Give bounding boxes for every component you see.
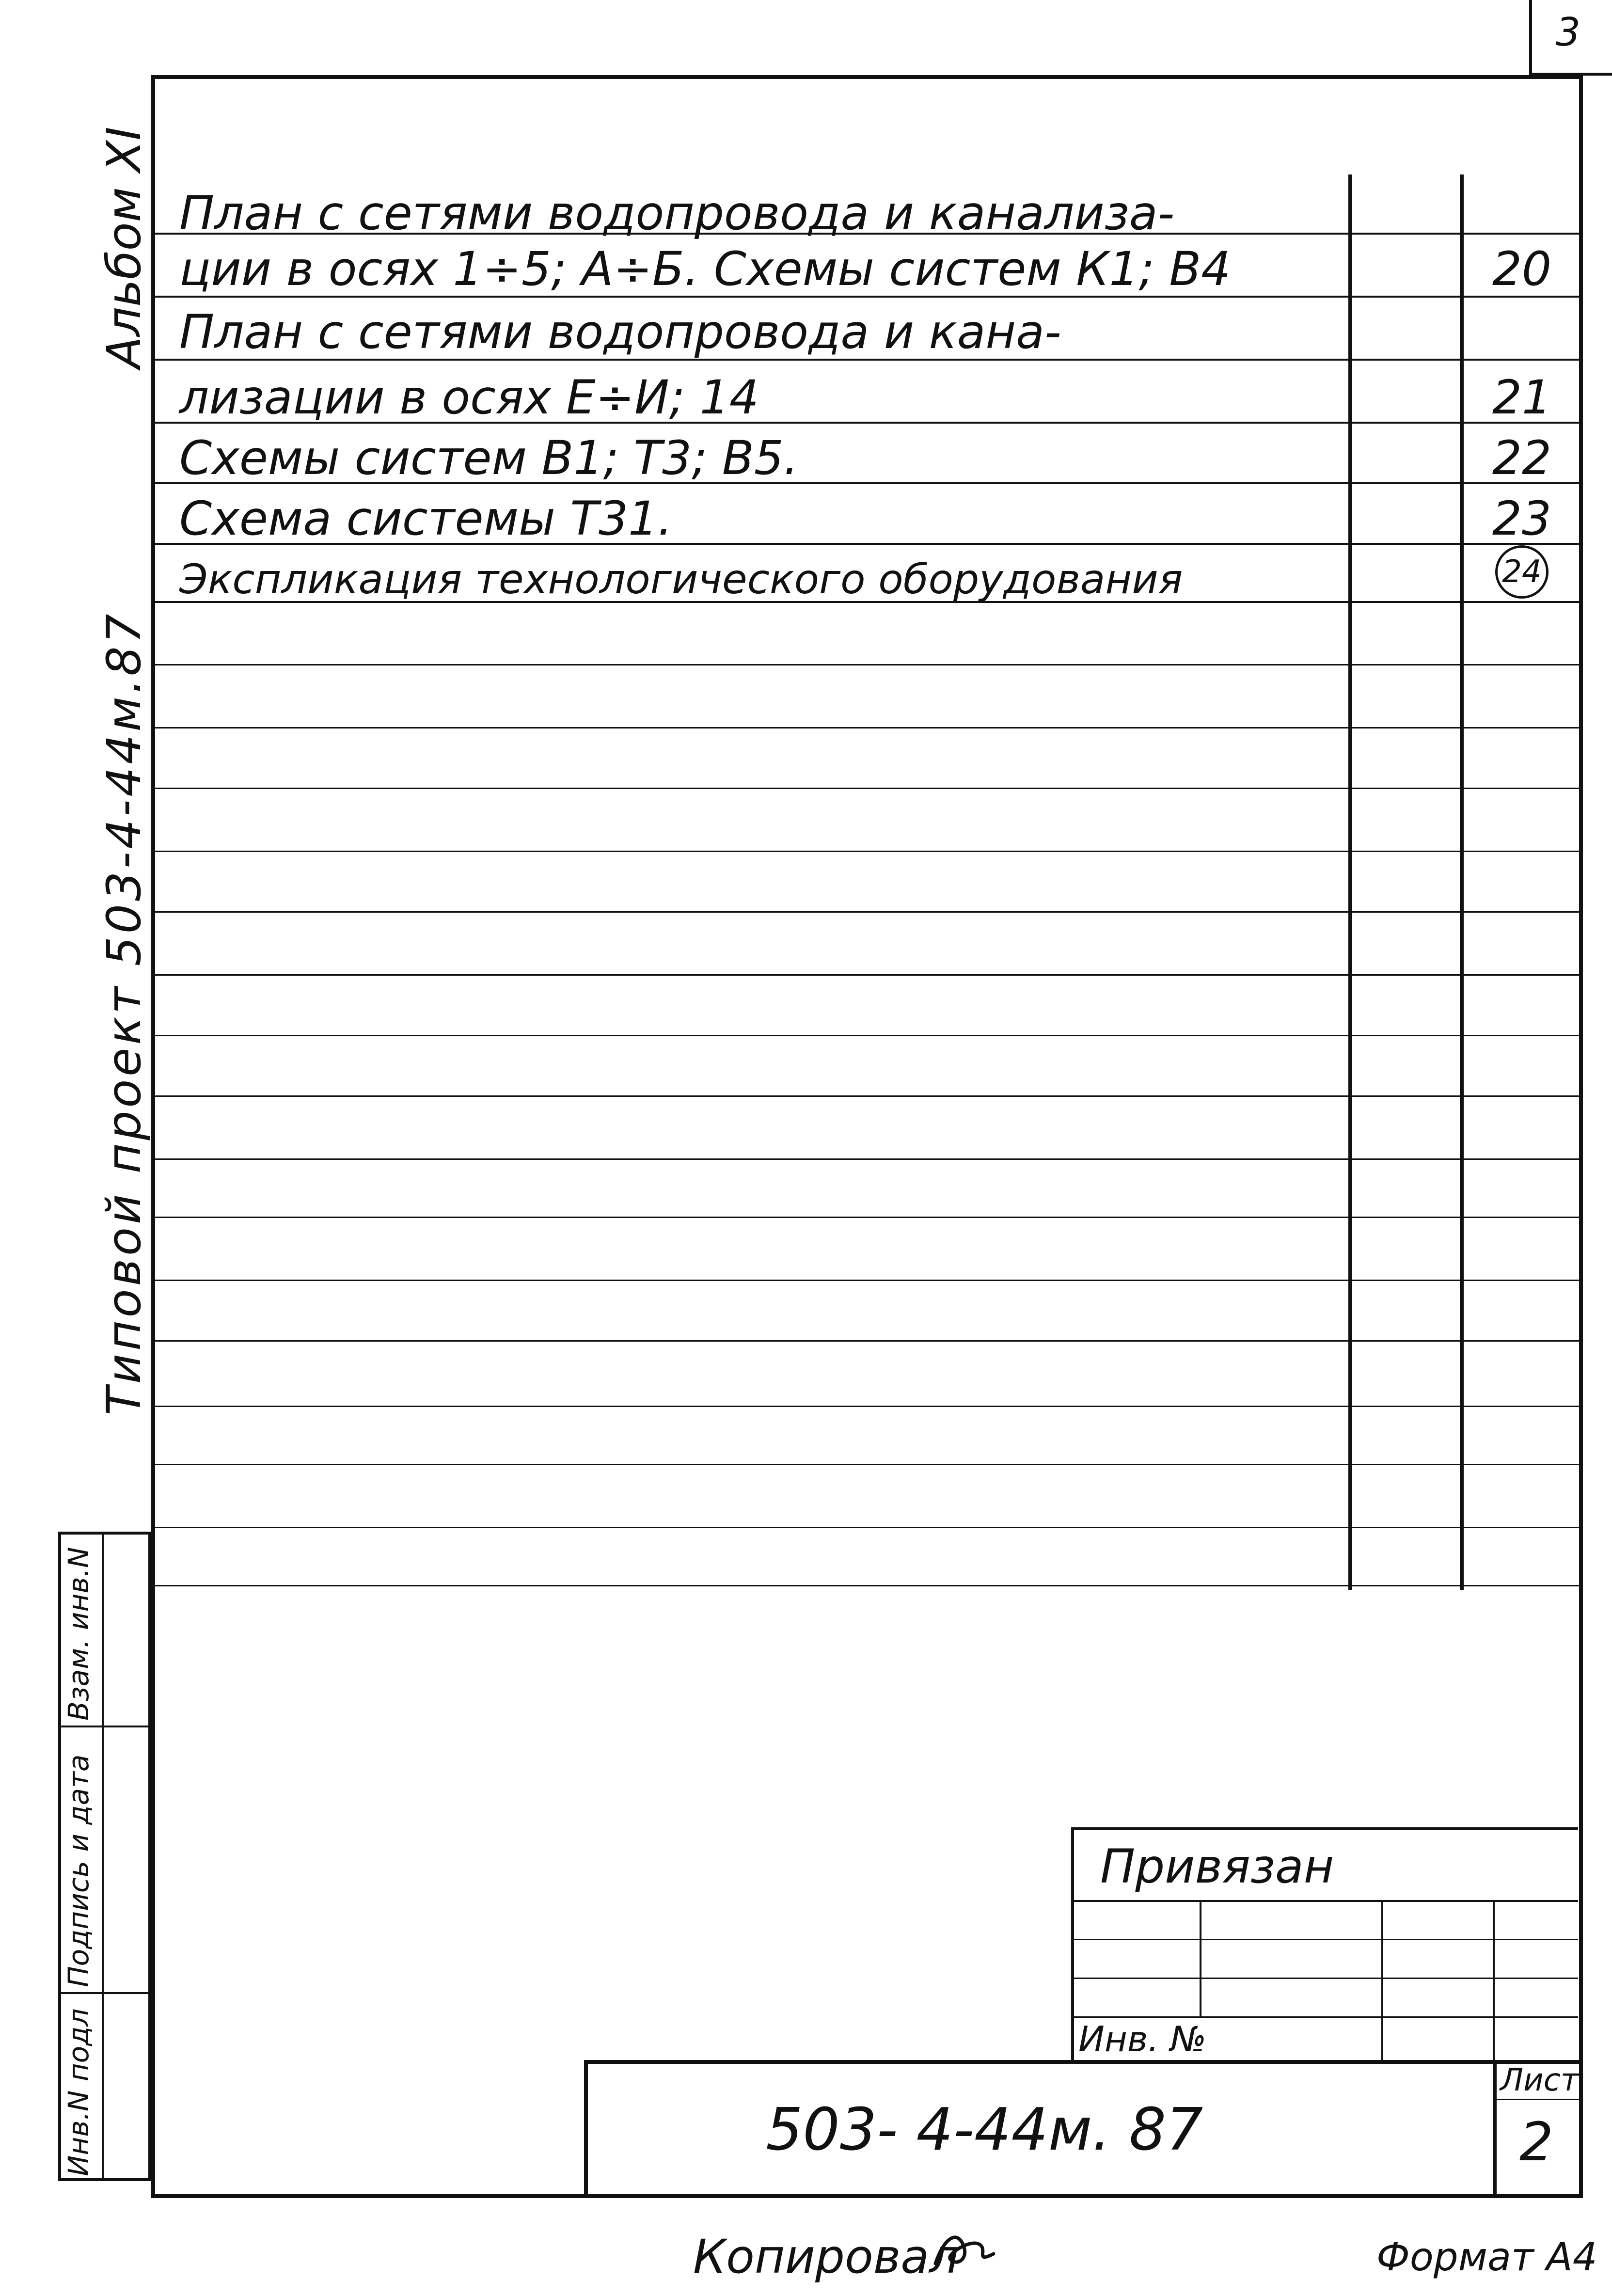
- contents-column-divider: [1348, 174, 1352, 1590]
- contents-row-title: Экспликация технологического оборудования: [179, 555, 1183, 603]
- side-stamp-replace-inv: Взам. инв.N: [62, 1547, 95, 1721]
- side-stamp-inv-orig: Инв.N подл: [62, 2008, 95, 2176]
- binding-label: Привязан: [1100, 1839, 1334, 1894]
- project-label: Типовой проект 503-4-44м.87: [97, 611, 151, 1415]
- circled-sheet-number: [1495, 545, 1549, 599]
- contents-column-divider: [1460, 174, 1464, 1590]
- contents-row-sheet: 24: [1495, 545, 1549, 599]
- side-stamp-divider: [58, 1726, 151, 1727]
- contents-row-title: План с сетями водопровода и кана-: [179, 305, 1061, 359]
- copier-signature: [926, 2220, 1003, 2280]
- contents-row-sheet: 20: [1492, 242, 1552, 296]
- copied-by-label: Копировал: [693, 2230, 959, 2284]
- binding-inv-no: Инв. №: [1078, 2019, 1207, 2059]
- format-label: Формат А4: [1376, 2234, 1597, 2280]
- page-corner-number: 3: [1556, 10, 1580, 55]
- sheet-label: Лист: [1500, 2062, 1579, 2098]
- side-stamp-divider: [58, 1992, 151, 1994]
- contents-row-title: ции в осях 1÷5; А÷Б. Схемы систем К1; В4: [179, 242, 1231, 296]
- contents-row-sheet: 23: [1492, 491, 1552, 546]
- side-stamp-sign-date: Подпись и дата: [62, 1754, 95, 1987]
- album-label: Альбом XI: [97, 127, 151, 368]
- side-stamp-divider: [102, 1532, 104, 2181]
- contents-row-title: План с сетями водопровода и канализа-: [179, 186, 1175, 240]
- sheet-number: 2: [1519, 2111, 1553, 2173]
- contents-row-title: лизации в осях Е÷И; 14: [179, 370, 759, 425]
- project-code: 503- 4-44м. 87: [766, 2096, 1203, 2164]
- contents-row-sheet: 21: [1492, 370, 1552, 425]
- contents-row-title: Схемы систем В1; Т3; В5.: [179, 431, 799, 485]
- contents-row-sheet: 22: [1492, 431, 1552, 485]
- contents-row-title: Схема системы Т31.: [179, 491, 673, 546]
